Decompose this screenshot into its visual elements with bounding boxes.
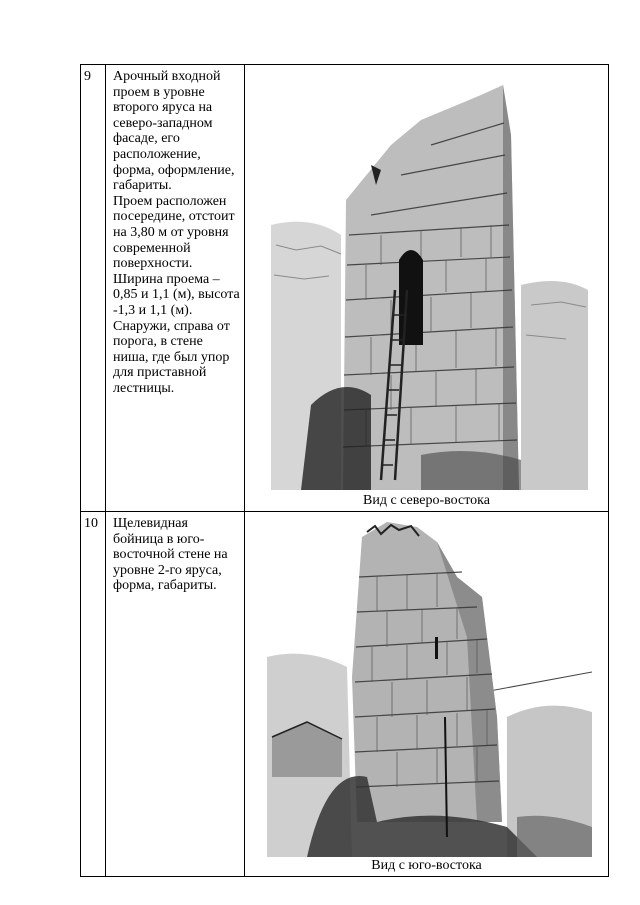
tower-photo-southeast (267, 517, 592, 857)
table-row (81, 65, 608, 512)
photo-caption: Вид с юго-востока (371, 858, 482, 873)
photo-cell (245, 512, 608, 876)
description-table (80, 64, 609, 877)
row-number: 9 (81, 65, 106, 511)
description-body: Проем расположен посередине, отстоит на 3,80 м от уровня современной поверхности. Ширина проема – 0,85 и 1,1 (м), высота -1,3 и 1,1 (м). Снаружи, справа от порога, в стене ниша, где был упор для приставной лестницы. (113, 193, 240, 396)
row-description (106, 65, 245, 511)
tower-photo-northeast (271, 75, 588, 490)
photo-cell (245, 65, 608, 511)
row-description (106, 512, 245, 876)
row-number: 10 (81, 512, 106, 876)
description-title: Щелевидная бойница в юго-восточной стене на уровне 2-го яруса, форма, габариты. (113, 516, 228, 594)
photo-caption: Вид с северо-востока (363, 493, 490, 508)
description-title: Арочный входной проем в уровне второго яруса на северо-западном фасаде, его расположение, форма, оформление, габариты. (113, 69, 235, 194)
table-row (81, 512, 608, 876)
